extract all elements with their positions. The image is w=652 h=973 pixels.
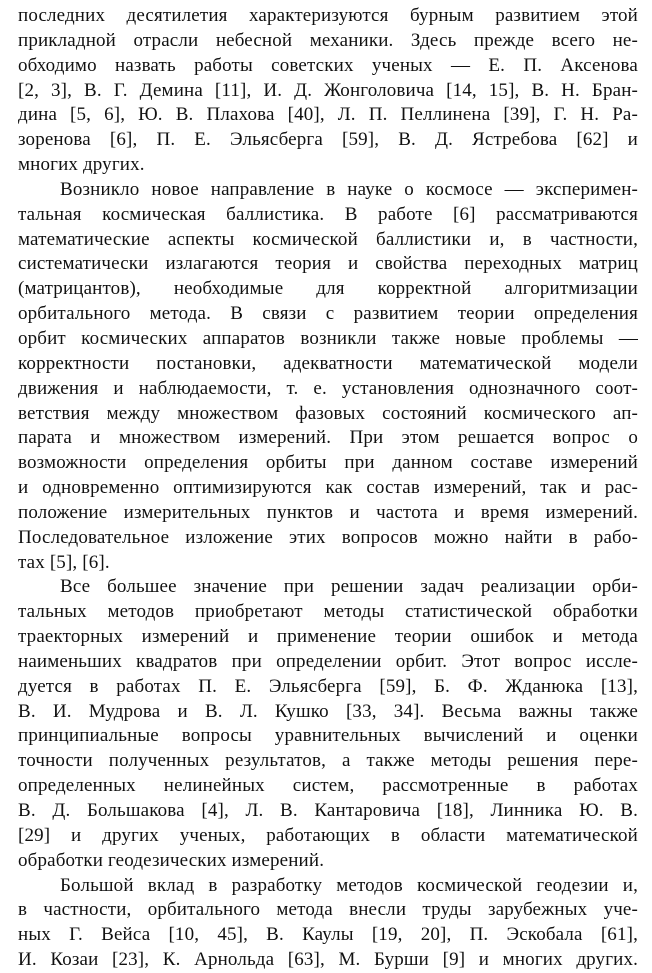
text-line: дуется в работах П. Е. Эльясберга [59], Б. Ф. Жданюка [13], [18,675,638,697]
text-line: Возникло новое направление в науке о космосе — эксперимен- [60,178,638,200]
text-line: Большой вклад в разработку методов космической геодезии и, [60,874,638,896]
text-line: систематически излагаются теория и свойства переходных матриц [18,253,638,275]
text-line: траекторных измерений и применение теории ошибок и метода [18,626,638,648]
text-line: движения и наблюдаемости, т. е. установления однозначного соот- [18,377,638,399]
text-line: парата и множеством измерений. При этом решается вопрос о [18,427,638,449]
text-line: орбитального метода. В связи с развитием теории определения [18,303,638,325]
paragraph [18,178,638,576]
text-line: зоренова [6], П. Е. Эльясберга [59], В. Д. Ястребова [62] и [18,129,638,151]
text-line: и одновременно оптимизируются как состав измерений, так и рас- [18,477,638,499]
text-line: ных Г. Вейса [10, 45], В. Каулы [19, 20], П. Эскобала [61], [18,924,638,946]
paragraph [18,4,638,178]
text-line: положение измерительных пунктов и частота и время измерений. [18,501,638,523]
text-line: тах [5], [6]. [18,551,110,573]
text-line: принципиальные вопросы уравнительных вычислений и оценки [18,725,638,747]
paragraph [18,575,638,873]
text-line: Все большее значение при решении задач реализации орби- [60,576,638,598]
document-page [18,4,638,973]
text-line: возможности определения орбиты при данном составе измерений [18,452,638,474]
text-line: В. Д. Большакова [4], Л. В. Кантаровича [18], Линника Ю. В. [18,800,638,821]
text-line: обработки геодезических измерений. [18,849,325,871]
paragraph [18,874,638,973]
text-line: определенных нелинейных систем, рассмотренные в работах [18,775,638,797]
text-line: В. И. Мудрова и В. Л. Кушко [33, 34]. Весьма важны также [18,700,638,722]
text-line: многих других. [18,154,145,176]
text-line: точности полученных результатов, а также методы решения пере- [18,750,638,772]
text-line: дина [5, 6], Ю. В. Плахова [40], Л. П. Пеллинена [39], Г. Н. Ра- [18,104,638,126]
text-line: (матрицантов), необходимые для корректной алгоритмизации [18,278,638,300]
text-line: тальных методов приобретают методы статистической обработки [18,601,638,623]
text-line: [2, 3], В. Г. Демина [11], И. Д. Жонголовича [14, 15], В. Н. Бран- [18,79,638,101]
text-line: орбит космических аппаратов возникли также новые проблемы — [18,327,638,349]
text-line: Последовательное изложение этих вопросов можно найти в рабо- [18,526,638,548]
text-line: математические аспекты космической баллистики и, в частности, [18,228,638,250]
text-line: И. Козаи [23], К. Арнольда [63], М. Бурши [9] и многих других. [18,949,638,971]
text-line: ветствия между множеством фазовых состояний космического ап- [18,402,638,424]
text-line: наименьших квадратов при определении орбит. Этот вопрос иссле- [18,650,638,672]
text-line: тальная космическая баллистика. В работе [6] рассматриваются [18,203,638,225]
text-line: обходимо назвать работы советских ученых — Е. П. Аксенова [18,54,638,76]
text-line: [29] и других ученых, работающих в области математической [18,824,638,846]
text-line: корректности постановки, адекватности математической модели [18,352,638,374]
text-line: последних десятилетия характеризуются бурным развитием этой [18,5,638,26]
text-line: прикладной отрасли небесной механики. Здесь прежде всего не- [18,29,638,51]
text-line: в частности, орбитального метода внесли труды зарубежных уче- [18,899,638,921]
